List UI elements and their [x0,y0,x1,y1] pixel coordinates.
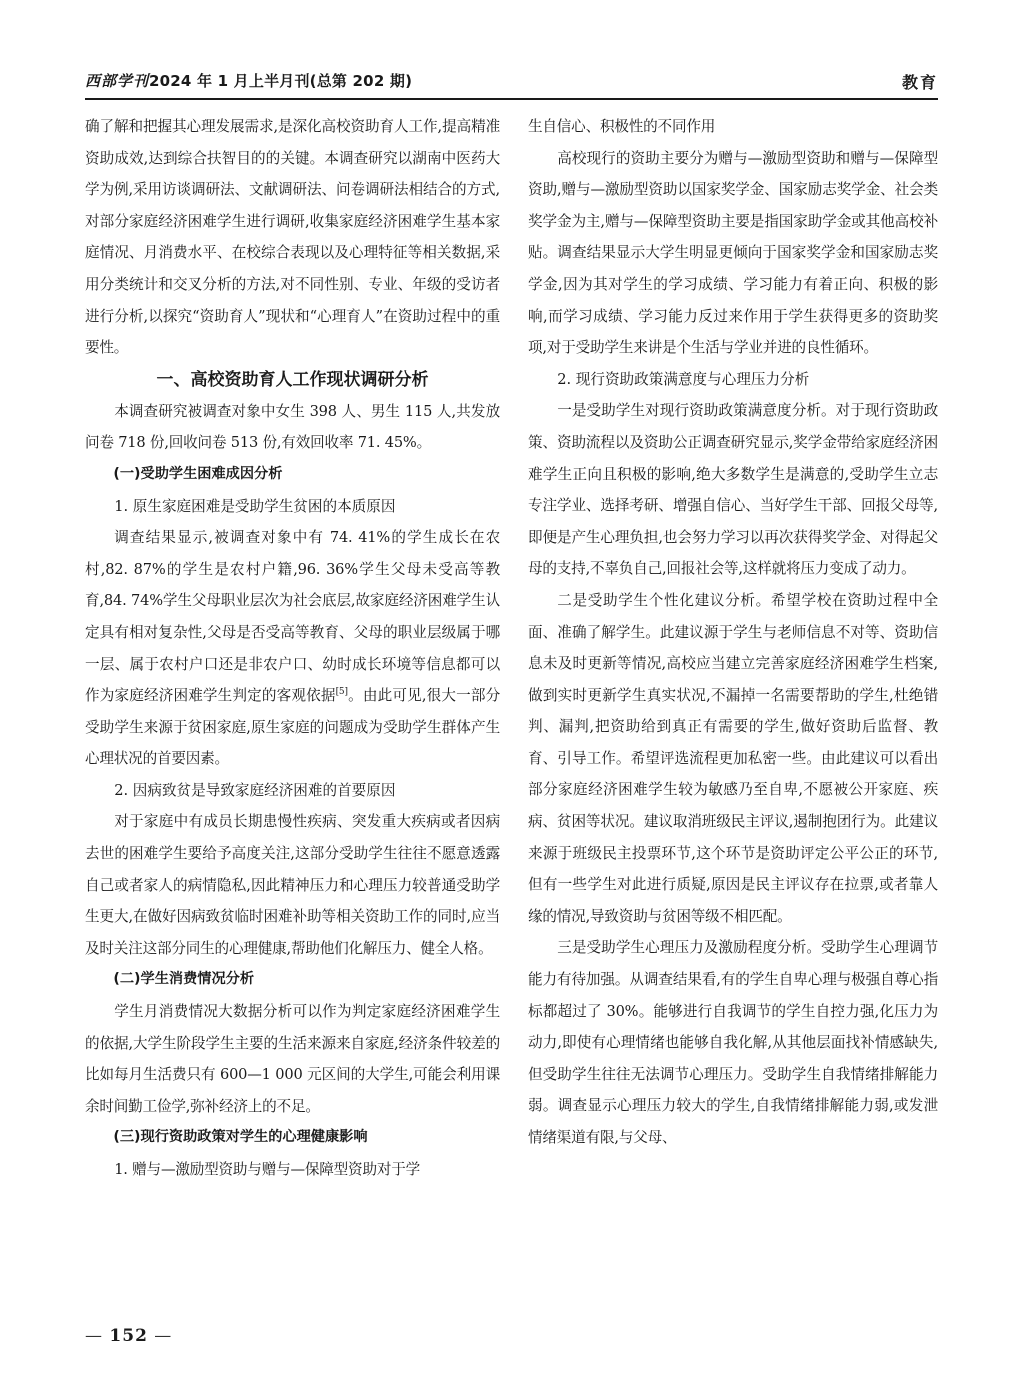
running-header [85,68,938,100]
right-column [528,111,938,1311]
subsection-heading: (一)受助学生困难成因分析 [113,465,283,482]
subsection-heading: (二)学生消费情况分析 [113,971,255,988]
section-heading: 一、高校资助育人工作现状调研分析 [156,369,429,390]
paragraph: 学生月消费情况大数据分析可以作为判定家庭经济困难学生的依据,大学生阶段学生主要的生活来源来自家庭,经济条件较差的比如每月生活费只有 600—1 000 元区间的大学生,可能会利用课余时间勤工俭学,弥补经济上的不足。 [85,1003,500,1115]
subsection-heading: (三)现行资助政策对学生的心理健康影响 [113,1129,368,1146]
paragraph: 一是受助学生对现行资助政策满意度分析。对于现行资助政策、资助流程以及资助公正调查研究显示,奖学金带给家庭经济困难学生正向且积极的影响,绝大多数学生是满意的,受助学生立志专注学业、选择考研、增强自信心、当好学生干部、回报父母等,即便是产生心理负担,也会努力学习以再次获得奖学金、对得起父母的支持,不辜负自己,回报社会等,这样就将压力变成了动力。 [528,402,938,578]
left-column [85,111,500,1311]
issue-info: 2024 年 1 月上半月刊(总第 202 期) [149,72,413,90]
journal-name: 西部学刊 [85,72,150,90]
paragraph: 1. 赠与—激励型资助与赠与—保障型资助对于学 [114,1161,421,1178]
paragraph: 高校现行的资助主要分为赠与—激励型资助和赠与—保障型资助,赠与—激励型资助以国家奖学金、国家励志奖学金、社会类奖学金为主,赠与—保障型资助主要是指国家助学金或其他高校补贴。调查结果显示大学生明显更倾向于国家奖学金和国家励志奖学金,因为其对学生的学习成绩、学习能力有着正向、积极的影响,而学习成绩、学习能力反过来作用于学生获得更多的资助奖项,对于受助学生来讲是个生活与学业并进的良性循环。 [528,149,938,357]
paragraph: 二是受助学生个性化建议分析。希望学校在资助过程中全面、准确了解学生。此建议源于学生与老师信息不对等、资助信息未及时更新等情况,高校应当建立完善家庭经济困难学生档案,做到实时更新学生真实状况,不漏掉一名需要帮助的学生,杜绝错判、漏判,把资助给到真正有需要的学生,做好资助后监督、教育、引导工作。希望评选流程更加私密一些。由此建议可以看出部分家庭经济困难学生较为敏感乃至自卑,不愿被公开家庭、疾病、贫困等状况。建议取消班级民主评议,遏制抱团行为。此建议来源于班级民主投票环节,这个环节是资助评定公平公正的环节,但有一些学生对此进行质疑,原因是民主评议存在拉票,或者靠人缘的情况,导致资助与贫困等级不相匹配。 [528,591,938,925]
citation-ref: [5] [335,687,348,698]
paragraph: 对于家庭中有成员长期患慢性疾病、突发重大疾病或者因病去世的困难学生要给予高度关注,这部分受助学生往往不愿意透露自己或者家人的病情隐私,因此精神压力和心理压力较普通受助学生更大,在做好因病致贫临时困难补助等相关资助工作的同时,应当及时关注这部分同生的心理健康,帮助他们化解压力、健全人格。 [85,813,500,957]
sub-subsection-heading: 1. 原生家庭困难是受助学生贫困的本质原因 [114,497,396,515]
sub-subsection-heading: 2. 现行资助政策满意度与心理压力分析 [557,370,810,388]
paragraph: 确了解和把握其心理发展需求,是深化高校资助育人工作,提高精准资助成效,达到综合扶智目的的关键。本调查研究以湖南中医药大学为例,采用访谈调研法、文献调研法、问卷调研法相结合的方式,对部分家庭经济困难学生进行调研,收集家庭经济困难学生基本家庭情况、月消费水平、在校综合表现以及心理特征等相关数据,采用分类统计和交叉分析的方法,对不同性别、专业、年级的受访者进行分析,以探究“资助育人”现状和“心理育人”在资助过程中的重要性。 [85,118,500,357]
paragraph: 三是受助学生心理压力及激励程度分析。受助学生心理调节能力有待加强。从调查结果看,有的学生自卑心理与极强自尊心指标都超过了 30%。能够进行自我调节的学生自控力强,化压力为动力,即使有心理情绪也能够自我化解,从其他层面找补情感缺失,但受助学生往往无法调节心理压力。受助学生自我情绪排解能力弱。调查显示心理压力较大的学生,自我情绪排解能力弱,或发泄情绪渠道有限,与父母、 [528,939,938,1146]
paragraph: 本调查研究被调查对象中女生 398 人、男生 115 人,共发放问卷 718 份,回收问卷 513 份,有效回收率 71. 45%。 [85,402,500,452]
paragraph-text: 。由此可见,很大一部分受助学生来源于贫困家庭,原生家庭的问题成为受助学生群体产生心理状况的首要因素。 [85,687,500,768]
page-footer: — 152 — [85,1326,173,1346]
section-label: 教育 [901,73,938,92]
paragraph [85,522,500,775]
paragraph-text: 调查结果显示,被调查对象中有 74. 41%的学生成长在农村,82. 87%的学生是农村户籍,96. 36%学生父母未受高等教育,84. 74%学生父母职业层次为社会底层,故家庭经济困难学生认定具有相对复杂性,父母是否受高等教育、父母的职业层级属于哪一层、属于农村户口还是非农户口、幼时成长环境等信息都可以作为家庭经济困难学生判定的客观依据 [85,529,500,705]
page-number: 152 [109,1326,148,1346]
paragraph: 生自信心、积极性的不同作用 [528,118,716,135]
journal-issue-line [85,70,412,91]
sub-subsection-heading: 2. 因病致贫是导致家庭经济困难的首要原因 [114,781,396,799]
